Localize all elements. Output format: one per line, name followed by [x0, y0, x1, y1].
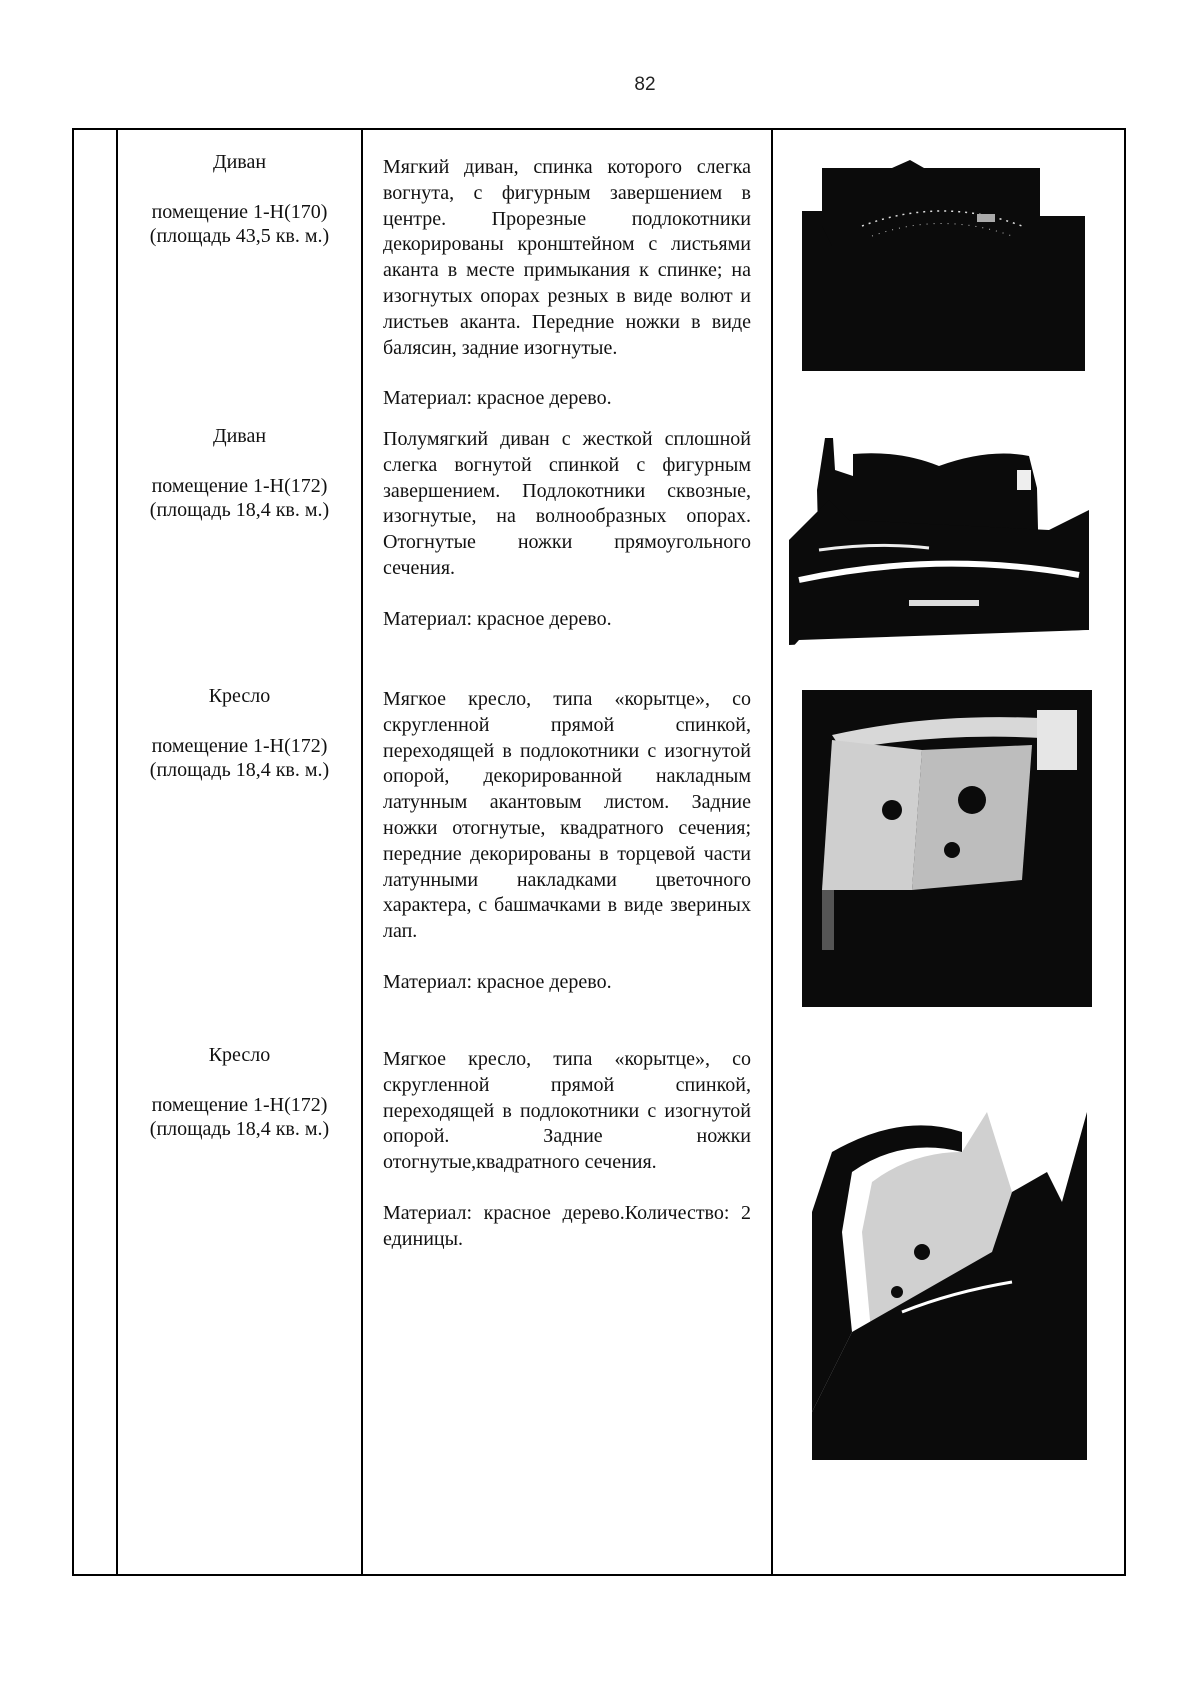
- item-room: помещение 1-Н(170): [151, 201, 328, 223]
- column-divider: [361, 130, 363, 1574]
- item-room: помещение 1-Н(172): [151, 1094, 328, 1116]
- item-title: Диван: [212, 425, 267, 447]
- sofa-photo: [802, 156, 1085, 371]
- item-area: (площадь 18,4 кв. м.): [149, 499, 330, 521]
- item-title: Кресло: [208, 685, 271, 707]
- item-description: Мягкий диван, спинка которого слегка вогнута, с фигурным завершением в центре. Прорезные подлокотники декорированы кронштейном с листьями аканта в месте примыкания к спинке; на изогнутых опорах резных в виде волют и листьев аканта. Передние ножки в виде балясин, задние изогнутые.: [383, 156, 751, 359]
- item-title: Диван: [212, 151, 267, 173]
- item-description-cell: [383, 427, 751, 633]
- item-description-cell: [383, 687, 751, 996]
- sofa-photo: [789, 430, 1099, 651]
- item-title: Кресло: [208, 1044, 271, 1066]
- item-material: Материал: красное дерево.: [383, 387, 612, 410]
- item-description: Полумягкий диван с жесткой сплошной слегка вогнутой спинкой с фигурным завершением. Подлокотники сквозные, изогнутые, на волнообразных опорах. Отогнутые ножки прямоугольного сечения.: [383, 428, 751, 579]
- item-description: Мягкое кресло, типа «корытце», со скругленной прямой спинкой, переходящей в подлокотники с изогнутой опорой. Задние ножки отогнутые,квадратного сечения.: [383, 1048, 751, 1174]
- item-area: (площадь 43,5 кв. м.): [149, 225, 330, 247]
- item-name-cell: [118, 424, 361, 522]
- column-divider: [771, 130, 773, 1574]
- item-room: помещение 1-Н(172): [151, 475, 328, 497]
- item-description-cell: [383, 1047, 751, 1253]
- page-number: 82: [634, 74, 656, 95]
- armchair-photo: [802, 690, 1092, 1007]
- item-material: Материал: красное дерево.: [383, 607, 612, 630]
- item-name-cell: [118, 150, 361, 248]
- item-area: (площадь 18,4 кв. м.): [149, 759, 330, 781]
- inventory-table: [72, 128, 1126, 1576]
- item-material: Материал: красное дерево.: [383, 970, 612, 993]
- item-room: помещение 1-Н(172): [151, 735, 328, 757]
- item-name-cell: [118, 684, 361, 782]
- item-description-cell: [383, 155, 751, 412]
- item-material: Материал: красное дерево.Количество: 2 единицы.: [383, 1201, 751, 1250]
- item-name-cell: [118, 1043, 361, 1141]
- item-area: (площадь 18,4 кв. м.): [149, 1118, 330, 1140]
- column-divider: [116, 130, 118, 1574]
- armchair-photo: [812, 1112, 1087, 1460]
- item-description: Мягкое кресло, типа «корытце», со скругленной прямой спинкой, переходящей в подлокотники с изогнутой опорой, декорированной накладным латунным акантовым листом. Задние ножки отогнутые, квадратного сечения; передние декорированы в торцевой части латунными накладками цветочного характера, с башмачками в виде звериных лап.: [383, 688, 751, 943]
